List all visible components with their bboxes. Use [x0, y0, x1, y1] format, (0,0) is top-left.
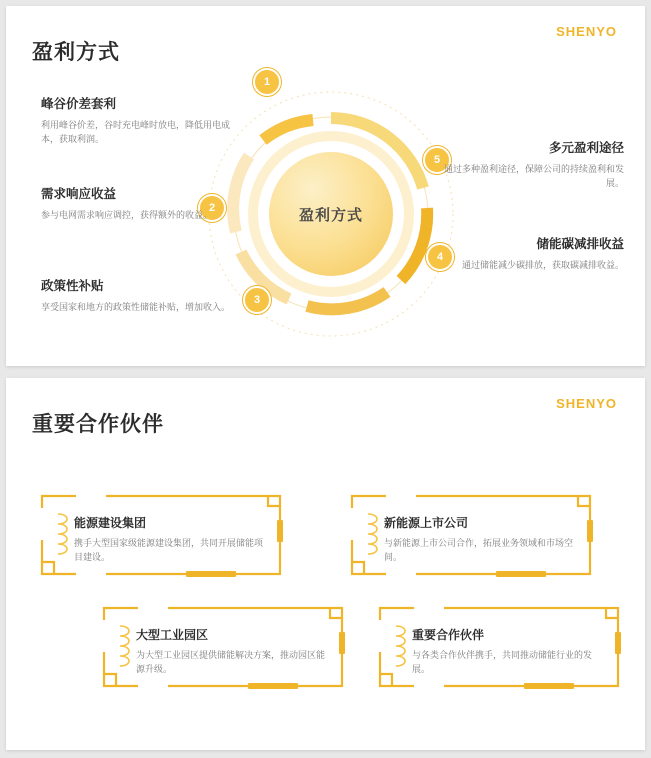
profit-item-5-title: 储能碳减排收益: [536, 237, 624, 251]
ring-node-4[interactable]: 4: [426, 243, 454, 271]
partner-card-desc: 携手大型国家级能源建设集团，共同开展储能项目建设。: [74, 538, 264, 562]
partner-card[interactable]: [374, 602, 624, 692]
profit-item-5-desc: 通过储能减少碳排放，获取碳减排收益。: [461, 260, 624, 270]
profit-item-1-desc: 利用峰谷价差，谷时充电峰时放电，降低用电成本，获取利润。: [41, 120, 231, 145]
card-body: [74, 514, 268, 564]
partner-card-title: 大型工业园区: [136, 628, 209, 642]
partners-slide: [6, 378, 645, 750]
profit-item-3-desc: 享受国家和地方的政策性储能补贴，增加收入。: [41, 302, 231, 312]
ring-node-3[interactable]: 3: [243, 286, 271, 314]
card-body: [384, 514, 578, 564]
profit-item-3-title: 政策性补贴: [41, 279, 104, 293]
profit-item-1-title: 峰谷价差套利: [41, 97, 117, 111]
partner-card-title: 重要合作伙伴: [412, 628, 485, 642]
profit-item-2-desc: 参与电网需求响应调控，获得额外的收益。: [41, 210, 213, 220]
brand-logo: SHENYO: [556, 24, 617, 39]
profit-item-4-title: 多元盈利途径: [548, 141, 624, 155]
partner-card[interactable]: [36, 490, 286, 580]
partner-card-title: 新能源上市公司: [384, 516, 469, 530]
partner-card[interactable]: [346, 490, 596, 580]
partner-card-title: 能源建设集团: [74, 516, 147, 530]
page-title: 盈利方式: [32, 41, 120, 64]
ring-center-label: 盈利方式: [298, 206, 363, 224]
ring-node-2[interactable]: 2: [198, 194, 226, 222]
partners-title: 重要合作伙伴: [32, 413, 164, 436]
partner-card-desc: 与各类合作伙伴携手，共同推动储能行业的发展。: [412, 650, 593, 674]
profit-item-2-title: 需求响应收益: [41, 187, 117, 201]
card-body: [412, 626, 606, 676]
profit-item-4-desc: 通过多种盈利途径，保障公司的持续盈利和发展。: [443, 164, 624, 189]
ring-node-1[interactable]: 1: [253, 68, 281, 96]
partner-card[interactable]: [98, 602, 348, 692]
brand-logo-2: SHENYO: [556, 396, 617, 411]
partner-card-desc: 为大型工业园区提供储能解决方案，推动园区能源升级。: [136, 650, 326, 674]
ring-node-5[interactable]: 5: [423, 146, 451, 174]
card-body: [136, 626, 330, 676]
partner-card-desc: 与新能源上市公司合作，拓展业务领域和市场空间。: [384, 538, 574, 562]
